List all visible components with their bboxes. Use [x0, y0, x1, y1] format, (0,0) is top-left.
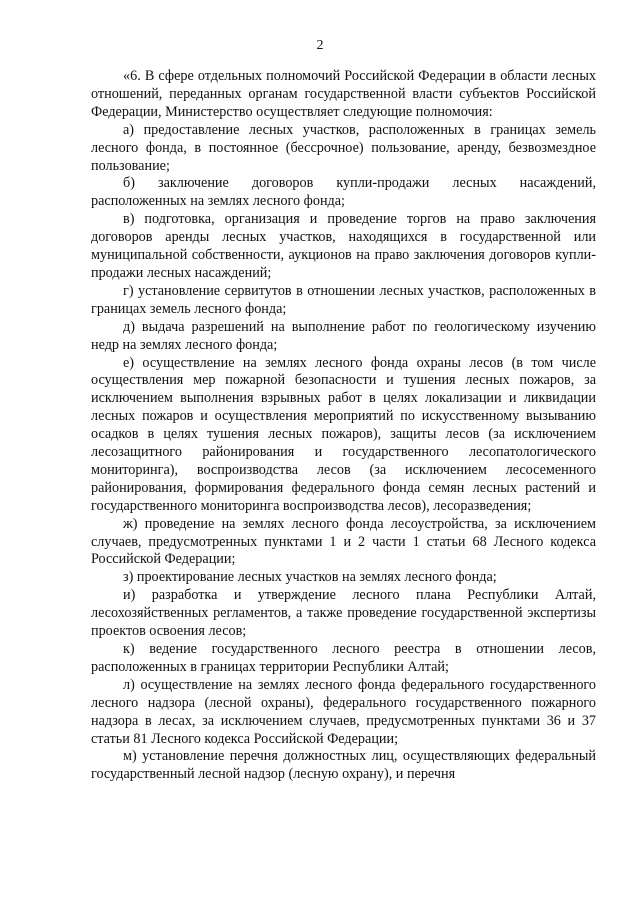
paragraph-item-zh: ж) проведение на землях лесного фонда лесоустройства, за исключением случаев, предусмотренных пунктами 1 и 2 части 1 статьи 68 Лесного кодекса Российской Федерации; — [91, 515, 596, 568]
paragraph-item-a: а) предоставление лесных участков, расположенных в границах земель лесного фонда, в постоянное (бессрочное) пользование, аренду, безвозмездное пользование; — [91, 121, 596, 174]
page-number: 2 — [316, 38, 324, 53]
paragraph-item-v: в) подготовка, организация и проведение торгов на право заключения договоров аренды лесных участков, находящихся в государственной или муниципальной собственности, аукционов на право заключения договоров купли-продажи лесных насаждений; — [91, 211, 596, 281]
paragraph-item-z: з) проектирование лесных участков на землях лесного фонда; — [123, 569, 497, 586]
paragraph-item-m: м) установление перечня должностных лиц, осуществляющих федеральный государственный лесной надзор (лесную охрану), и перечня — [91, 748, 596, 783]
document-body — [91, 68, 596, 784]
paragraph-intro: «6. В сфере отдельных полномочий Российской Федерации в области лесных отношений, переданных органам государственной власти субъектов Российской Федерации, Министерство осуществляет следующие полномочия: — [91, 68, 596, 120]
paragraph-item-k: к) ведение государственного лесного реестра в отношении лесов, расположенных в границах территории Республики Алтай; — [91, 641, 596, 675]
paragraph-item-d: д) выдача разрешений на выполнение работ по геологическому изучению недр на землях лесного фонда; — [91, 318, 596, 353]
paragraph-item-l: л) осуществление на землях лесного фонда федерального государственного лесного надзора (лесной охраны), федерального государственного пожарного надзора в лесах, за исключением случаев, предусмотренных пунктами 36 и 37 статьи 81 Лесного кодекса Российской Федерации; — [91, 676, 596, 747]
paragraph-item-i: и) разработка и утверждение лесного плана Республики Алтай, лесохозяйственных регламентов, а также проведение государственной экспертизы проектов освоения лесов; — [91, 587, 596, 640]
paragraph-item-b: б) заключение договоров купли-продажи лесных насаждений, расположенных на землях лесного фонда; — [91, 175, 596, 210]
paragraph-item-g: г) установление сервитутов в отношении лесных участков, расположенных в границах земель лесного фонда; — [91, 282, 596, 317]
paragraph-item-e: е) осуществление на землях лесного фонда охраны лесов (в том числе осуществления мер пожарной безопасности и тушения лесных пожаров, за исключением выполнения взрывных работ в целях локализации и ликвидации лесных пожаров и осуществления мероприятий по искусственному вызыванию осадков в целях тушения лесных пожаров), защиты лесов (за исключением лесозащитного районирования и государственного лесопатологического мониторинга), воспроизводства лесов (за исключением лесосеменного районирования, формирования федерального фонда семян лесных растений и государственного мониторинга воспроизводства лесов), лесоразведения; — [91, 354, 596, 514]
